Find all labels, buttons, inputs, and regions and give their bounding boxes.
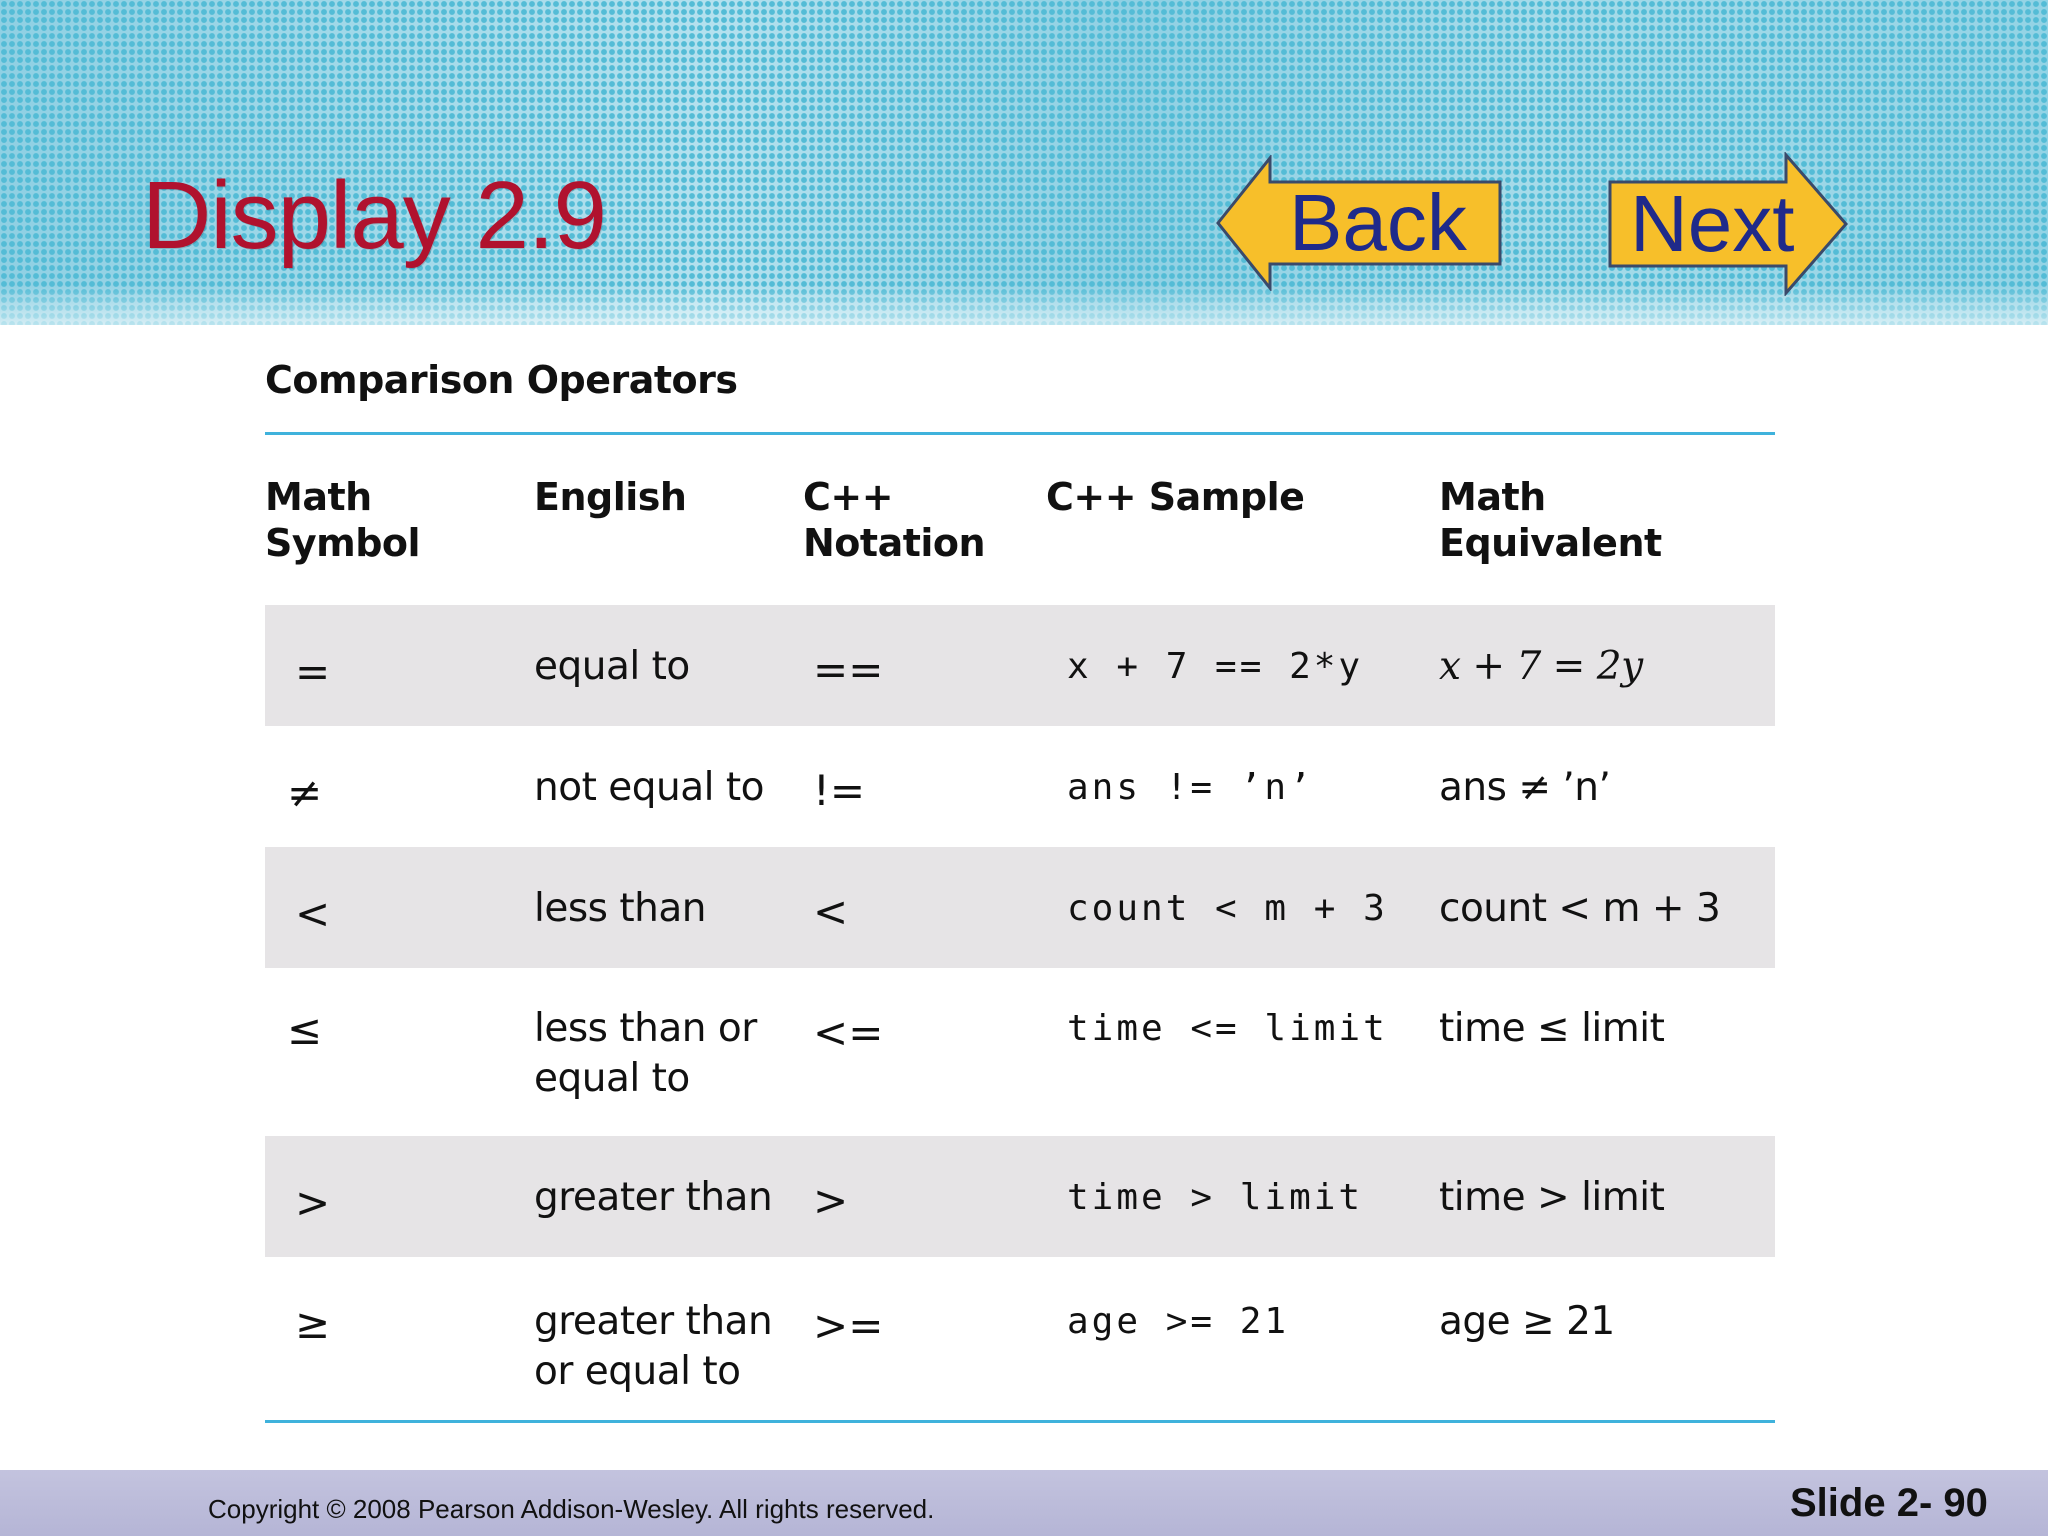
table-row [265, 968, 1775, 1136]
header-line: English [534, 475, 687, 519]
header-cpp-sample [1046, 474, 1304, 520]
header-line: Math [265, 475, 372, 519]
math-equivalent-cell: age ≥ 21 [1439, 1299, 1615, 1344]
table-row [265, 1257, 1775, 1420]
header-english [534, 474, 686, 520]
header-cpp-notation [803, 474, 985, 566]
english-cell [534, 1004, 757, 1104]
english-line: greater than [534, 1299, 773, 1344]
table-top-rule [265, 432, 1775, 435]
cpp-sample-cell: x + 7 == 2*y [1067, 646, 1364, 687]
cpp-sample-cell: age >= 21 [1067, 1301, 1290, 1342]
math-symbol-cell: < [295, 889, 331, 938]
cpp-notation-cell: >= [813, 1301, 884, 1350]
math-equivalent-cell: ans ≠ ’n’ [1439, 765, 1611, 810]
english-cell: less than [534, 886, 706, 931]
table-bottom-rule [265, 1420, 1775, 1423]
math-symbol-cell: ≤ [287, 1005, 323, 1054]
cpp-sample-cell: time > limit [1067, 1177, 1364, 1218]
header-line: C++ [803, 475, 894, 519]
header-line: Notation [803, 521, 986, 565]
math-symbol-cell: ≥ [295, 1299, 331, 1348]
english-line: less than or [534, 1006, 757, 1051]
english-cell: greater than [534, 1175, 773, 1220]
header-line: Equivalent [1439, 521, 1662, 565]
header-math-symbol [265, 474, 420, 566]
cpp-sample-cell: count < m + 3 [1067, 888, 1388, 929]
slide-number: Slide 2- 90 [1790, 1481, 1988, 1525]
cpp-notation-cell: == [813, 645, 884, 694]
slide-title: Display 2.9 [142, 162, 606, 269]
english-cell [534, 1297, 772, 1397]
cpp-notation-cell: < [813, 887, 849, 936]
next-button[interactable] [1606, 152, 1850, 296]
math-equivalent-cell: x + 7 = 2y [1439, 644, 1643, 689]
header-math-equivalent [1439, 474, 1662, 566]
back-button[interactable] [1214, 155, 1504, 291]
cpp-sample-cell: ans != ’n’ [1067, 767, 1314, 808]
table-title: Comparison Operators [265, 358, 738, 402]
header-line: Math [1439, 475, 1546, 519]
copyright-text: Copyright © 2008 Pearson Addison-Wesley. All rights reserved. [208, 1494, 935, 1524]
cpp-notation-cell: > [813, 1176, 849, 1225]
cpp-notation-cell: <= [813, 1008, 884, 1057]
math-symbol-cell: > [295, 1178, 331, 1227]
english-cell: equal to [534, 644, 690, 689]
english-cell: not equal to [534, 765, 765, 810]
back-button-label: Back [1289, 178, 1467, 267]
next-button-label: Next [1630, 179, 1795, 268]
table-row [265, 605, 1775, 726]
math-equivalent-cell: time ≤ limit [1439, 1006, 1665, 1051]
math-equivalent-cell: time > limit [1439, 1175, 1665, 1220]
table-row [265, 1136, 1775, 1257]
cpp-notation-cell: != [813, 766, 866, 815]
math-symbol-cell: = [295, 647, 331, 696]
english-line: or equal to [534, 1349, 741, 1394]
header-line: C++ Sample [1046, 475, 1305, 519]
cpp-sample-cell: time <= limit [1067, 1008, 1388, 1049]
english-line: equal to [534, 1056, 690, 1101]
header-line: Symbol [265, 521, 421, 565]
math-equivalent-cell: count < m + 3 [1439, 886, 1721, 931]
table-row [265, 726, 1775, 847]
table-row [265, 847, 1775, 968]
math-symbol-cell: ≠ [287, 768, 323, 817]
